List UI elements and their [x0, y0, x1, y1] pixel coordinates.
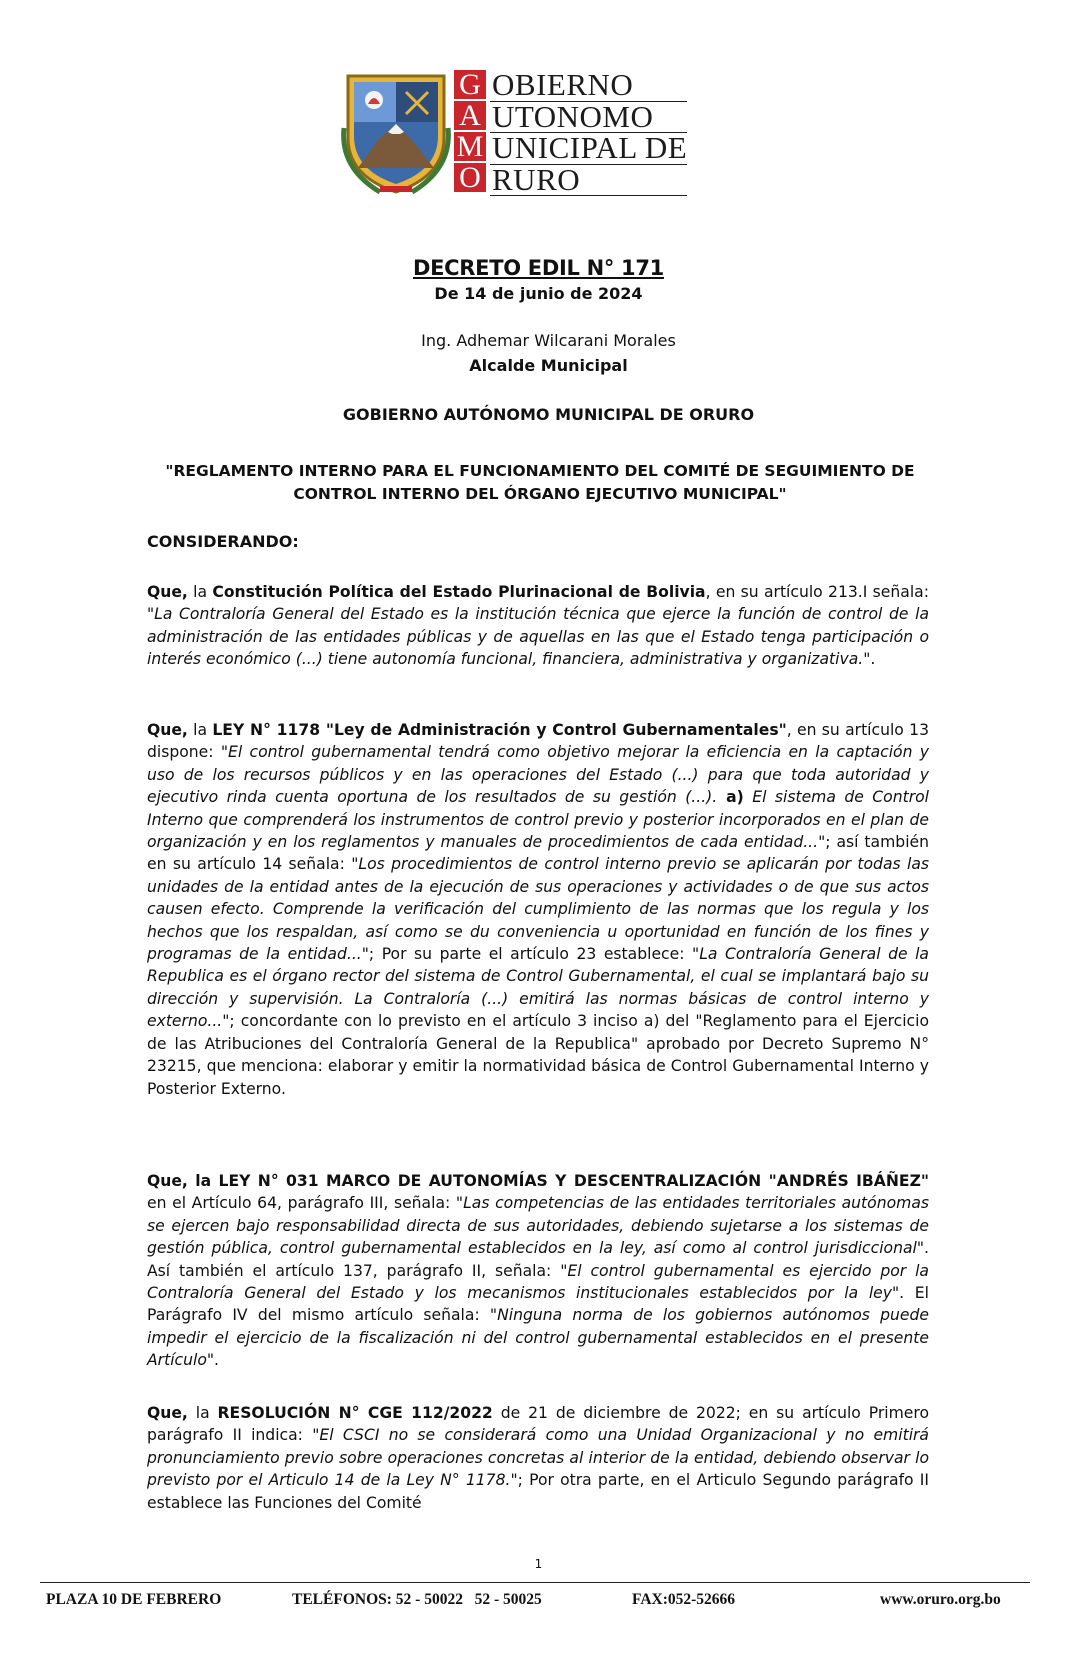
authority-role: Alcalde Municipal — [469, 356, 628, 375]
paragraph-resolucion-cge: Que, la RESOLUCIÓN N° CGE 112/2022 de 21 de diciembre de 2022; en su artículo Primero parágrafo II indica: "El CSCI no se considerará como una Unidad Organizacional y no emitirá pronunciamiento previo sobre operaciones concretas al interior de la entidad, debiendo observar lo previsto por el Articulo 14 de la Ley N° 1178."; Por otra parte, en el Articulo Segundo parágrafo II establece las Funciones del Comité — [147, 1404, 929, 1512]
acronym-bar — [454, 70, 486, 192]
org-name-line: OBIERNO — [490, 70, 687, 102]
government-name: GOBIERNO AUTÓNOMO MUNICIPAL DE ORURO — [342, 405, 755, 424]
organization-name — [490, 67, 688, 197]
acronym-letter: M — [454, 132, 486, 161]
considerando-heading: CONSIDERANDO: — [147, 532, 299, 551]
decree-title: DECRETO EDIL N° 171 — [413, 256, 664, 280]
footer-address: PLAZA 10 DE FEBRERO — [46, 1591, 222, 1608]
regulation-title: "REGLAMENTO INTERNO PARA EL FUNCIONAMIENTO DEL COMITÉ DE SEGUIMIENTO DE CONTROL INTERNO DEL ÓRGANO EJECUTIVO MUNICIPAL" — [165, 462, 915, 503]
org-name-line: UTONOMO — [490, 102, 687, 134]
paragraph-ley-031: Que, la LEY N° 031 MARCO DE AUTONOMÍAS Y DESCENTRALIZACIÓN "ANDRÉS IBÁÑEZ" en el Artículo 64, parágrafo III, señala: "Las competencias de las entidades territoriales autónomas se ejercen bajo responsabilidad directa de sus autoridades, debiendo sujetarse a los sistemas de gestión pública, control gubernamental establecidos en la ley, así como al control jurisdiccional". Así también el artículo 137, parágrafo II, señala: "El control gubernamental es ejercido por la Contraloría General del Estado y los mecanismos institucionales establecidos por la ley". El Parágrafo IV del mismo artículo señala: "Ninguna norma de los gobiernos autónomos puede impedir el ejercicio de la fiscalización ni del control gubernamental establecidos en el presente Artículo". — [147, 1172, 930, 1370]
paragraph-constitution: Que, la Constitución Política del Estado Plurinacional de Bolivia, en su artículo 213.I señala: "La Contraloría General del Estado es la institución técnica que ejerce la función de control de la administración de las entidades públicas y de aquellas en las que el Estado tenga participación o interés económico (...) tiene autonomía funcional, financiera, administrativa y organizativa.". — [147, 583, 929, 669]
acronym-letter: O — [454, 163, 486, 192]
org-name-line: UNICIPAL DE — [492, 130, 688, 165]
footer-divider — [40, 1582, 1030, 1583]
footer-website: www.oruro.org.bo — [880, 1591, 1001, 1608]
acronym-letter: A — [454, 101, 486, 130]
footer-fax: FAX:052-52666 — [632, 1591, 736, 1608]
coat-of-arms-icon — [340, 68, 452, 198]
org-name-line: RURO — [490, 165, 687, 197]
acronym-letter: G — [454, 70, 486, 99]
paragraph-ley-1178: Que, la LEY N° 1178 "Ley de Administración y Control Gubernamentales", en su artículo 13 dispone: "El control gubernamental tendrá como objetivo mejorar la eficiencia en la captación y uso de los recursos públicos y en las operaciones del Estado (...) para que toda autoridad y ejecutivo rinda cuenta oportuna de los resultados de su gestión (...). a) El sistema de Control Interno que comprenderá los instrumentos de control previo y posterior incorporados en el plan de organización y en los reglamentos y manuales de procedimientos de cada entidad..."; así también en su artículo 14 señala: "Los procedimientos de control interno previo se aplicarán por todas las unidades de la entidad antes de la ejecución de sus operaciones y actividades o de que sus actos causen efecto. Comprende la verificación del cumplimiento de las normas que los regula y los hechos que los respaldan, así como se du conveniencia u oportunidad en función de los fines y programas de la entidad..."; Por su parte el artículo 23 establece: "La Contraloría General de la Republica es el órgano rector del sistema de Control Gubernamental, el cual se implantará bajo su dirección y supervisión. La Contraloría (...) emitirá las normas básicas de control interno y externo..."; concordante con lo previsto en el artículo 3 inciso a) del "Reglamento para el Ejercicio de las Atribuciones del Contraloría General de la Republica" aprobado por Decreto Supremo N° 23215, que menciona: elaborar y emitir la normatividad básica de Control Gubernamental Interno y Posterior Externo. — [147, 721, 930, 1098]
page-number: 1 — [534, 1557, 543, 1571]
footer-phones: TELÉFONOS: 52 - 50022 52 - 50025 — [292, 1591, 542, 1608]
authority-name: Ing. Adhemar Wilcarani Morales — [421, 331, 676, 350]
decree-date: De 14 de junio de 2024 — [434, 284, 643, 303]
letterhead — [340, 60, 760, 200]
